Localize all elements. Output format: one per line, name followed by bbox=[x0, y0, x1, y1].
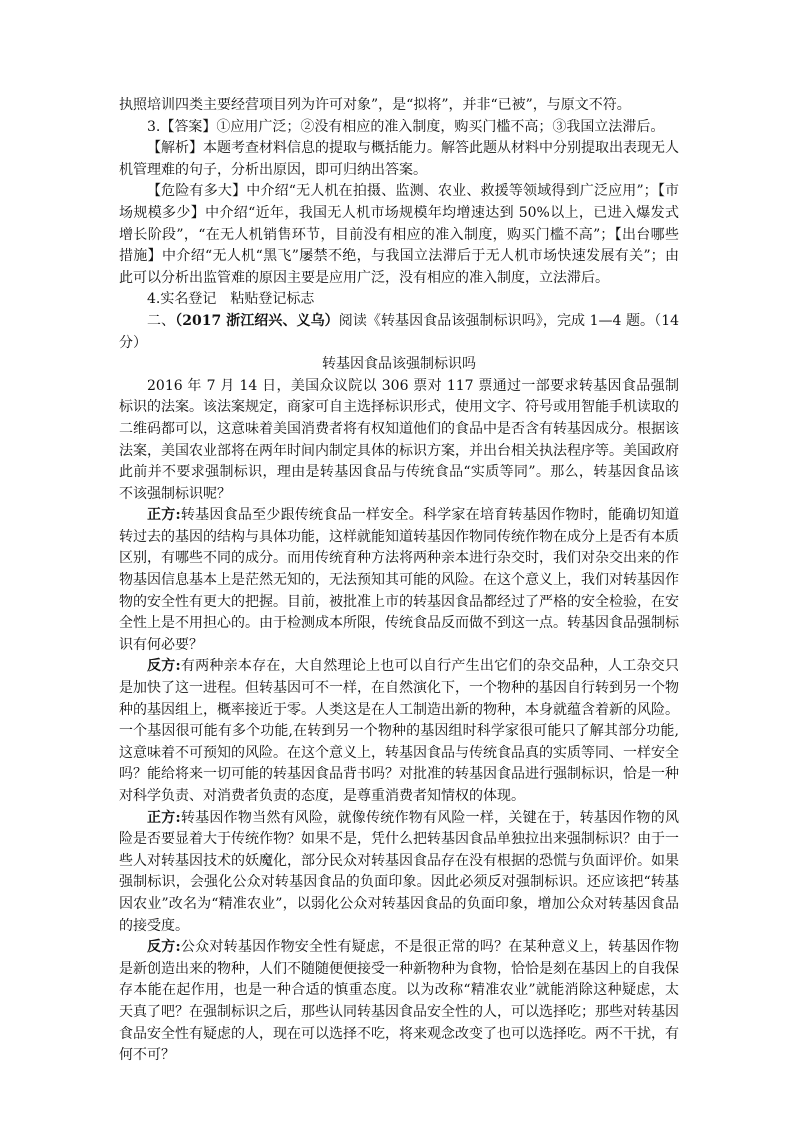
section-heading bbox=[119, 311, 679, 354]
debate-paragraph bbox=[119, 808, 679, 938]
analysis-paragraph: 【解析】本题考查材料信息的提取与概括能力。解答此题从材料中分别提取出表现无人机管理难的句子，分析出原因，即可归纳出答案。 bbox=[119, 140, 679, 178]
debate-paragraph bbox=[119, 937, 679, 1067]
debate-paragraph bbox=[119, 656, 679, 807]
document-body bbox=[119, 95, 679, 1067]
debate-text: 转基因食品至少跟传统食品一样安全。科学家在培育转基因作物时，能确切知道转过去的基因的结构与具体功能，这样就能知道转基因作物同传统作物在成分上是否有本质区别，有哪些不同的成分。而用传统育种方法将两种亲本进行杂交时，我们对杂交出来的作物基因信息基本上是茫然无知的，无法预知其可能的风险。在这个意义上，我们对转基因作物的安全性有更大的把握。目前，被批准上市的转基因食品都经过了严格的安全检验，在安全性上是不用担心的。由于检测成本所限，传统食品反而做不到这一点。转基因食品强制标识有何必要？ bbox=[119, 507, 680, 653]
speaker-label: 正方: bbox=[147, 809, 181, 826]
danger-paragraph: 【危险有多大】中介绍“无人机在拍摄、监测、农业、救援等领域得到广泛应用”；【市场规模多少】中介绍“近年，我国无人机市场规模年均增速达到 50%以上，已进入爆发式增长阶段”，“在无人机销售环节，目前没有相应的准入制度，购买门槛不高”；【出台哪些措施】中介绍“无人机“黑飞”屡禁不绝，与我国立法滞后于无人机市场快速发展有关”；由此可以分析出监管难的原因主要是应用广泛，没有相应的准入制度，立法滞后。 bbox=[119, 183, 679, 286]
answer-3: 3.【答案】①应用广泛；②没有相应的准入制度，购买门槛不高；③我国立法滞后。 bbox=[147, 118, 665, 135]
answer-4: 4.实名登记 粘贴登记标志 bbox=[147, 291, 315, 308]
debate-text: 转基因作物当然有风险，就像传统作物有风险一样，关键在于，转基因作物的风险是否要显着大于传统作物？如果不是，凭什么把转基因食品单独拉出来强制标识？由于一些人对转基因技术的妖魔化，部分民众对转基因食品存在没有根据的恐慌与负面评价。如果强制标识，会强化公众对转基因食品的负面印象。因此必须反对强制标识。还应该把“转基因农业”改名为“精准农业”，以弱化公众对转基因食品的负面印象，增加公众对转基因食品的接受度。 bbox=[119, 809, 680, 934]
section-source: （2017 浙江绍兴、义乌） bbox=[175, 312, 339, 329]
speaker-label: 反方: bbox=[147, 939, 181, 956]
paragraph-continuation: 执照培训四类主要经营项目列为许可对象”，是“拟将”，并非“已被”，与原文不符。 bbox=[119, 97, 631, 113]
intro-paragraph: 2016 年 7 月 14 日，美国众议院以 306 票对 117 票通过一部要求转基因食品强制标识的法案。该法案规定，商家可自主选择标识形式，使用文字、符号或用智能手机读取的二维码都可以，这意味着美国消费者将有权知道他们的食品中是否含有转基因成分。根据该法案，美国农业部将在两年时间内制定具体的标识方案，并出台相关执法程序等。美国政府此前并不要求强制标识，理由是转基因食品与传统食品“实质等同”。那么，转基因食品该不该强制标识呢？ bbox=[119, 377, 679, 502]
section-instruction: 阅读《转基因食品该强制标识吗》，完成 1—4 题。（14 分） bbox=[119, 312, 680, 351]
debate-text: 公众对转基因作物安全性有疑虑，不是很正常的吗？在某种意义上，转基因作物是新创造出来的物种，人们不随随便便接受一种新物种为食物，恰恰是刻在基因上的自我保存本能在起作用，也是一种合适的慎重态度。以为改称“精准农业”就能消除这种疑虑，太天真了吧？在强制标识之后，那些认同转基因食品安全性的人，可以选择吃；那些对转基因食品安全性有疑虑的人，现在可以选择不吃，将来观念改变了也可以选择吃。两不干扰，有何不可？ bbox=[119, 939, 680, 1064]
article-title: 转基因食品该强制标识吗 bbox=[322, 356, 476, 373]
speaker-label: 正方: bbox=[147, 507, 181, 524]
debate-text: 有两种亲本存在，大自然理论上也可以自行产生出它们的杂交品种，人工杂交只是加快了这一进程。但转基因可不一样，在自然演化下，一个物种的基因自行转到另一个物种的基因组上，概率接近于零。人类这是在人工制造出新的物种，本身就蕴含着新的风险。一个基因很可能有多个功能,在转到另一个物种的基因组时科学家很可能只了解其部分功能,这意味着不可预知的风险。在这个意义上，转基因食品与传统食品真的实质等同、一样安全吗？能给将来一切可能的转基因食品背书吗？对批准的转基因食品进行强制标识，恰是一种对科学负责、对消费者负责的态度，是尊重消费者知情权的体现。 bbox=[119, 658, 680, 804]
debate-paragraph bbox=[119, 505, 679, 656]
section-prefix: 二、 bbox=[147, 312, 176, 329]
speaker-label: 反方: bbox=[147, 658, 181, 675]
